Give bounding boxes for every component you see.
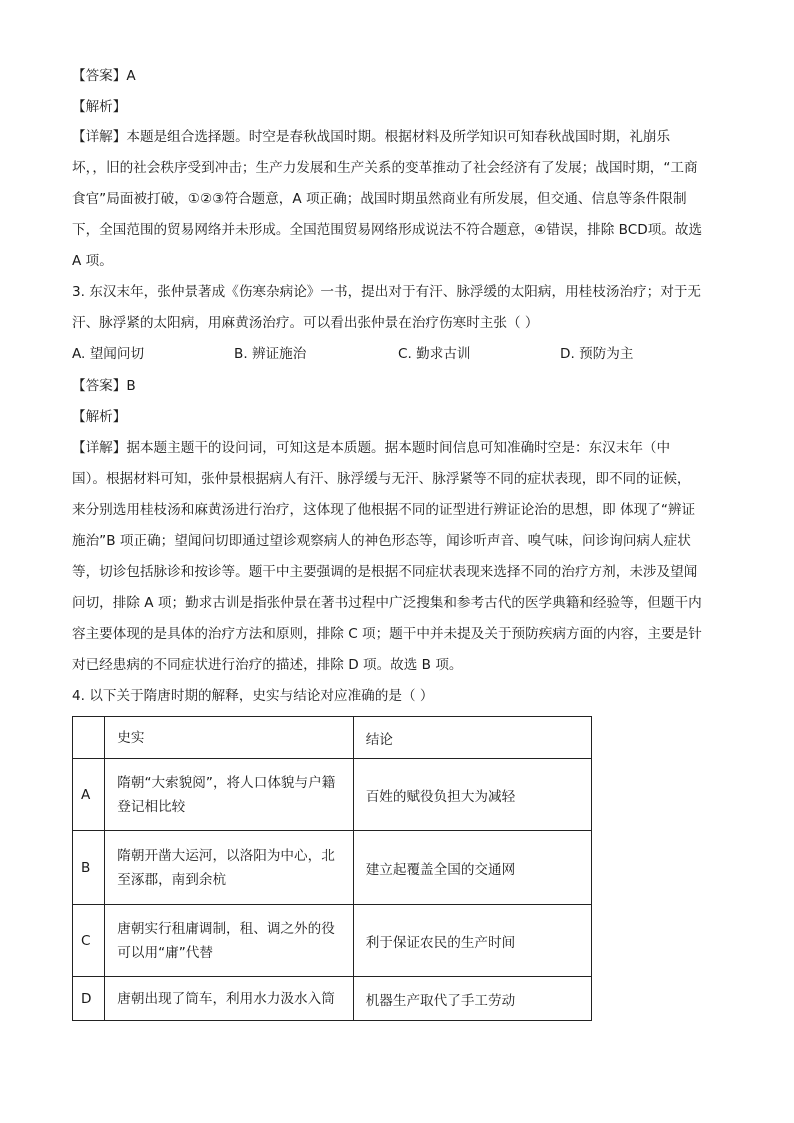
q3-stem-line: 汗、脉浮紧的太阳病，用麻黄汤治疗。可以看出张仲景在治疗伤寒时主张（ ） [72,315,539,331]
q2-detail-line: 食官”局面被打破，①②③符合题意，A 项正确；战国时期虽然商业有所发展，但交通、信息等条件限制 [72,191,687,207]
q3-answer: 【答案】B [72,378,136,394]
table-row [73,977,592,1021]
row-label: A [73,759,105,831]
row-fact [105,905,353,977]
table-row [73,831,592,905]
header-cell-label [73,717,105,759]
q2-detail-line: 【详解】本题是组合选择题。时空是春秋战国时期。根据材料及所学知识可知春秋战国时期，礼崩乐 [72,129,671,145]
row-fact-line: 登记相比较 [117,798,186,815]
q2-answer: 【答案】A [72,68,136,84]
q3-detail-line: 国）。根据材料可知，张仲景根据病人有汗、脉浮缓与无汗、脉浮紧等不同的症状表现，即不同的证候， [72,471,691,487]
row-fact [105,977,353,1021]
q2-detail-line: 坏，，旧的社会秩序受到冲击；生产力发展和生产关系的变革推动了社会经济有了发展；战国时期，“工商 [72,160,698,176]
q2-detail-line: A 项。 [72,253,113,269]
q3-option-b: B. 辨证施治 [234,346,307,362]
q4-stem: 4. 以下关于隋唐时期的解释，史实与结论对应准确的是（ ） [72,688,434,704]
row-fact-line: 唐朝实行租庸调制，租、调之外的役 [117,920,335,937]
row-label: D [73,977,105,1021]
row-label: B [73,831,105,905]
q2-detail-line: 下，全国范围的贸易网络并未形成。全国范围贸易网络形成说法不符合题意，④错误，排除 BCD项。故选 [72,222,703,238]
header-cell-conclusion: 结论 [353,717,591,759]
row-conclusion: 建立起覆盖全国的交通网 [353,831,591,905]
row-fact [105,759,353,831]
row-fact-line: 至涿郡，南到余杭 [117,871,227,888]
q3-option-a: A. 望闻问切 [72,346,145,362]
row-fact-line: 唐朝出现了筒车，利用水力汲水入筒 [117,990,335,1007]
table-header-row [73,717,592,759]
q3-detail-line: 对已经患病的不同症状进行治疗的描述，排除 D 项。故选 B 项。 [72,657,463,673]
table-row [73,759,592,831]
q3-detail-line: 容主要体现的是具体的治疗方法和原则，排除 C 项；题干中并未提及关于预防疾病方面的内容，主要是针 [72,626,702,642]
q3-option-c: C. 勤求古训 [398,346,471,362]
q3-analysis-heading: 【解析】 [72,409,127,425]
q3-detail-line: 问切，排除 A 项；勤求古训是指张仲景在著书过程中广泛搜集和参考古代的医学典籍和经验等，但题干内 [72,595,702,611]
q2-analysis-heading: 【解析】 [72,99,127,115]
q3-detail-line: 【详解】据本题主题干的设问词，可知这是本质题。据本题时间信息可知准确时空是：东汉末年（中 [72,440,671,456]
header-cell-fact: 史实 [105,717,353,759]
row-label: C [73,905,105,977]
row-conclusion: 利于保证农民的生产时间 [353,905,591,977]
row-fact-line: 可以用“庸”代替 [117,944,213,961]
row-conclusion: 百姓的赋役负担大为减轻 [353,759,591,831]
q3-detail-line: 施治”B 项正确；望闻问切即通过望诊观察病人的神色形态等，闻诊听声音、嗅气味，问诊询问病人症状 [72,533,691,549]
table-row [73,905,592,977]
row-fact [105,831,353,905]
q3-detail-line: 等，切诊包括脉诊和按诊等。题干中主要强调的是根据不同症状表现来选择不同的治疗方剂，未涉及望闻 [72,564,698,580]
row-fact-line: 隋朝开凿大运河，以洛阳为中心，北 [117,847,335,864]
row-fact-line: 隋朝“大索貌阅”，将人口体貌与户籍 [117,774,336,791]
q4-table [72,716,592,1021]
row-conclusion: 机器生产取代了手工劳动 [353,977,591,1021]
q3-stem-line: 3. 东汉末年，张仲景著成《伤寒杂病论》一书，提出对于有汗、脉浮缓的太阳病，用桂枝汤治疗；对于无 [72,284,702,300]
q3-option-d: D. 预防为主 [560,346,634,362]
q3-detail-line: 来分别选用桂枝汤和麻黄汤进行治疗，这体现了他根据不同的证型进行辨证论治的思想，即 体现了“辨证 [72,502,696,518]
